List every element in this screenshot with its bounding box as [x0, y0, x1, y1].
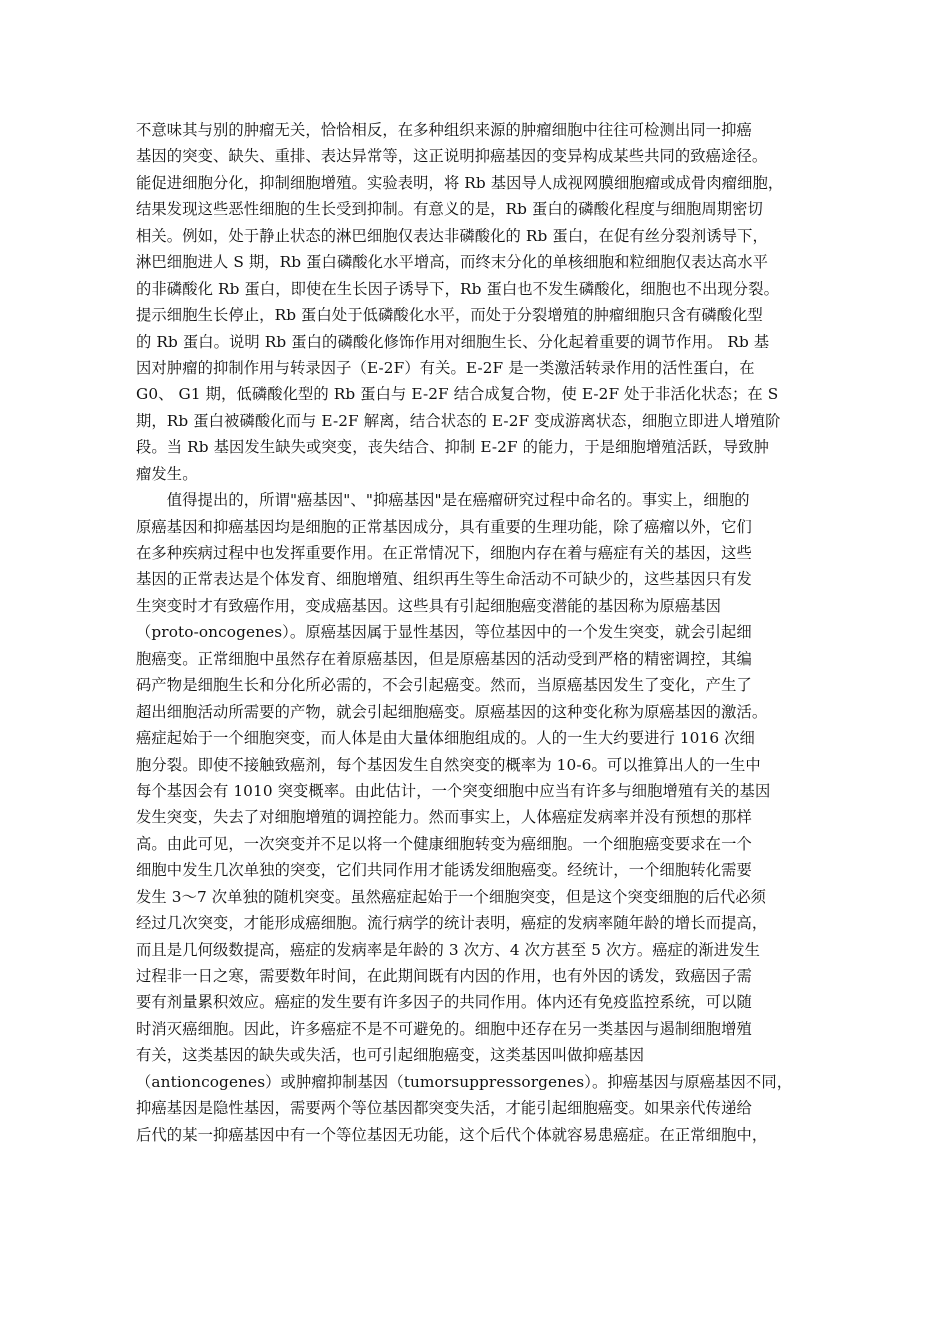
- text-line: 癌症起始于一个细胞突变，而人体是由大量体细胞组成的。人的一生大约要进行 1016 次细: [136, 729, 755, 748]
- text-line: 淋巴细胞进人 S 期，Rb 蛋白磷酸化水平增高，而终末分化的单核细胞和粒细胞仅表达高水平: [136, 253, 769, 272]
- text-line: 要有剂量累积效应。癌症的发生要有许多因子的共同作用。体内还有免疫监控系统，可以随: [136, 993, 752, 1012]
- text-line: 有关，这类基因的缺失或失活，也可引起细胞癌变，这类基因叫做抑癌基因: [136, 1046, 645, 1065]
- text-line: 的 Rb 蛋白。说明 Rb 蛋白的磷酸化修饰作用对细胞生长、分化起着重要的调节作用。 Rb 基: [136, 332, 770, 351]
- text-line: 值得提出的，所谓"癌基因"、"抑癌基因"是在癌瘤研究过程中命名的。事实上，细胞的: [136, 491, 750, 510]
- text-line: 高。由此可见，一次突变并不足以将一个健康细胞转变为癌细胞。一个细胞癌变要求在一个: [136, 834, 752, 853]
- text-line: 细胞中发生几次单独的突变，它们共同作用才能诱发细胞癌变。经统计，一个细胞转化需要: [136, 861, 752, 880]
- text-line: 原癌基因和抑癌基因均是细胞的正常基因成分，具有重要的生理功能，除了癌瘤以外，它们: [136, 517, 752, 536]
- text-line: 胞癌变。正常细胞中虽然存在着原癌基因，但是原癌基因的活动受到严格的精密调控，其编: [136, 649, 752, 668]
- text-line: 瘤发生。: [136, 464, 198, 483]
- text-line: 发生突变，失去了对细胞增殖的调控能力。然而事实上，人体癌症发病率并没有预想的那样: [136, 808, 752, 827]
- text-line: 基因的正常表达是个体发育、细胞增殖、组织再生等生命活动不可缺少的，这些基因只有发: [136, 570, 752, 589]
- body-text: [136, 117, 822, 1148]
- text-line: 后代的某一抑癌基因中有一个等位基因无功能，这个后代个体就容易患癌症。在正常细胞中，: [136, 1125, 768, 1144]
- text-line: （proto-oncogenes）。原癌基因属于显性基因，等位基因中的一个发生突变，就会引起细: [136, 623, 752, 642]
- text-line: 而且是几何级数提高，癌症的发病率是年龄的 3 次方、4 次方甚至 5 次方。癌症的渐进发生: [136, 940, 760, 959]
- text-line: （antioncogenes）或肿瘤抑制基因（tumorsuppressorgenes）。抑癌基因与原癌基因不同，: [136, 1072, 793, 1091]
- text-line: 每个基因会有 1010 突变概率。由此估计，一个突变细胞中应当有许多与细胞增殖有关的基因: [136, 781, 771, 800]
- text-line: 因对肿瘤的抑制作用与转录因子（E-2F）有关。E-2F 是一类激活转录作用的活性蛋白，在: [136, 358, 755, 377]
- text-line: 基因的突变、缺失、重排、表达异常等，这正说明抑癌基因的变异构成某些共同的致癌途径。: [136, 147, 768, 166]
- text-line: 能促进细胞分化，抑制细胞增殖。实验表明，将 Rb 基因导人成视网膜细胞瘤或成骨肉瘤细胞，: [136, 173, 784, 192]
- text-line: 时消灭癌细胞。因此，许多癌症不是不可避免的。细胞中还存在另一类基因与遏制细胞增殖: [136, 1019, 752, 1038]
- text-line: 过程非一日之寒，需要数年时间，在此期间既有内因的作用，也有外因的诱发，致癌因子需: [136, 967, 752, 985]
- text-line: 段。当 Rb 基因发生缺失或突变，丧失结合、抑制 E-2F 的能力，于是细胞增殖活跃，导致肿: [136, 438, 770, 457]
- text-line: 提示细胞生长停止，Rb 蛋白处于低磷酸化水平，而处于分裂增殖的肿瘤细胞只含有磷酸化型: [136, 306, 763, 325]
- text-line: G0、 G1 期，低磷酸化型的 Rb 蛋白与 E-2F 结合成复合物，使 E-2F 处于非活化状态；在 S: [136, 385, 779, 404]
- text-line: 相关。例如，处于静止状态的淋巴细胞仅表达非磷酸化的 Rb 蛋白，在促有丝分裂剂诱导下，: [136, 226, 768, 245]
- text-line: 期，Rb 蛋白被磷酸化而与 E-2F 解离，结合状态的 E-2F 变成游离状态，细胞立即进人增殖阶: [136, 411, 781, 430]
- text-line: 在多种疾病过程中也发挥重要作用。在正常情况下，细胞内存在着与癌症有关的基因，这些: [136, 544, 752, 562]
- text-line: 不意味其与别的肿瘤无关，恰恰相反，在多种组织来源的肿瘤细胞中往往可检测出同一抑癌: [136, 121, 752, 139]
- text-line: 超出细胞活动所需要的产物，就会引起细胞癌变。原癌基因的这种变化称为原癌基因的激活。: [136, 702, 768, 721]
- text-line: 生突变时才有致癌作用，变成癌基因。这些具有引起细胞癌变潜能的基因称为原癌基因: [136, 596, 722, 615]
- text-line: 经过几次突变，才能形成癌细胞。流行病学的统计表明，癌症的发病率随年龄的增长而提高，: [136, 914, 768, 933]
- text-line: 码产物是细胞生长和分化所必需的，不会引起癌变。然而，当原癌基因发生了变化，产生了: [136, 676, 752, 695]
- text-line: 的非磷酸化 Rb 蛋白，即使在生长因子诱导下，Rb 蛋白也不发生磷酸化，细胞也不出现分裂。: [136, 279, 779, 298]
- text-line: 抑癌基因是隐性基因，需要两个等位基因都突变失活，才能引起细胞癌变。如果亲代传递给: [136, 1099, 752, 1118]
- text-line: 胞分裂。即使不接触致癌剂，每个基因发生自然突变的概率为 10-6。可以推算出人的一生中: [136, 755, 761, 774]
- text-line: 结果发现这些恶性细胞的生长受到抑制。有意义的是，Rb 蛋白的磷酸化程度与细胞周期密切: [136, 200, 763, 219]
- text-line: 发生 3～7 次单独的随机突变。虽然癌症起始于一个细胞突变，但是这个突变细胞的后代必须: [136, 887, 767, 906]
